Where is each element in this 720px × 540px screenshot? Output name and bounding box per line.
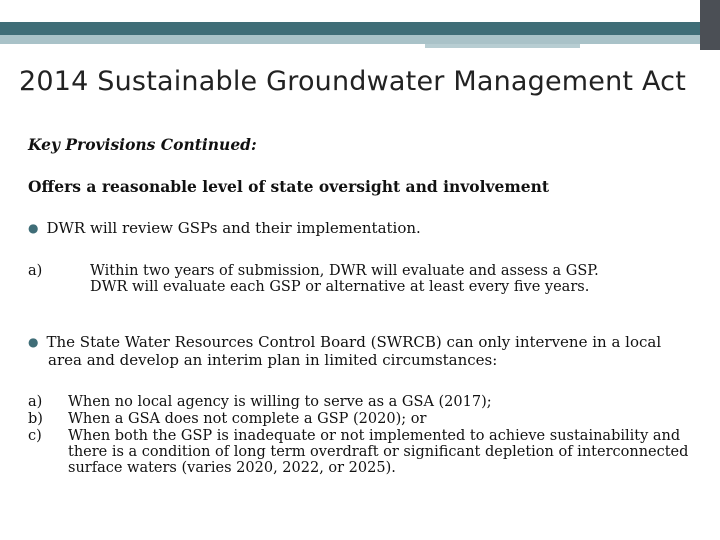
- sub-label-1a: a): [28, 263, 43, 279]
- section-heading-italic: Key Provisions Continued:: [28, 135, 257, 154]
- sub-label-2c: c): [28, 428, 42, 444]
- bullet-dot-icon: ●: [28, 221, 39, 235]
- header-band-white: [0, 0, 720, 22]
- header-band-accent: [425, 44, 580, 48]
- bullet-item-1: [28, 219, 421, 237]
- bullet-dot-icon: ●: [28, 335, 39, 349]
- sub-text-2a: When no local agency is willing to serve as a GSA (2017);: [68, 394, 492, 410]
- bullet-item-2: [28, 334, 693, 369]
- bullet-1-text: DWR will review GSPs and their implementation.: [46, 219, 421, 237]
- sub-text-1a: Within two years of submission, DWR will evaluate and assess a GSP. DWR will evaluate each GSP or alternative at least every five years.: [90, 263, 599, 295]
- bullet-2-line2: area and develop an interim plan in limited circumstances:: [48, 351, 498, 369]
- sub-label-2b: b): [28, 411, 43, 427]
- section-heading-bold: Offers a reasonable level of state oversight and involvement: [28, 177, 550, 196]
- sub-text-2b: When a GSA does not complete a GSP (2020); or: [68, 411, 427, 427]
- sub-text-2c: When both the GSP is inadequate or not implemented to achieve sustainability and there is a condition of long term overdraft or significant depletion of interconnected surface waters (varies 2020, 2022, or 2025).: [68, 428, 689, 476]
- header-band-light: [0, 35, 700, 44]
- header-corner-block: [700, 0, 720, 50]
- bullet-2-line1: The State Water Resources Control Board (SWRCB) can only intervene in a local: [46, 333, 662, 351]
- slide-title: 2014 Sustainable Groundwater Management Act: [18, 66, 687, 97]
- sub-label-2a: a): [28, 394, 43, 410]
- header-band-teal: [0, 22, 700, 35]
